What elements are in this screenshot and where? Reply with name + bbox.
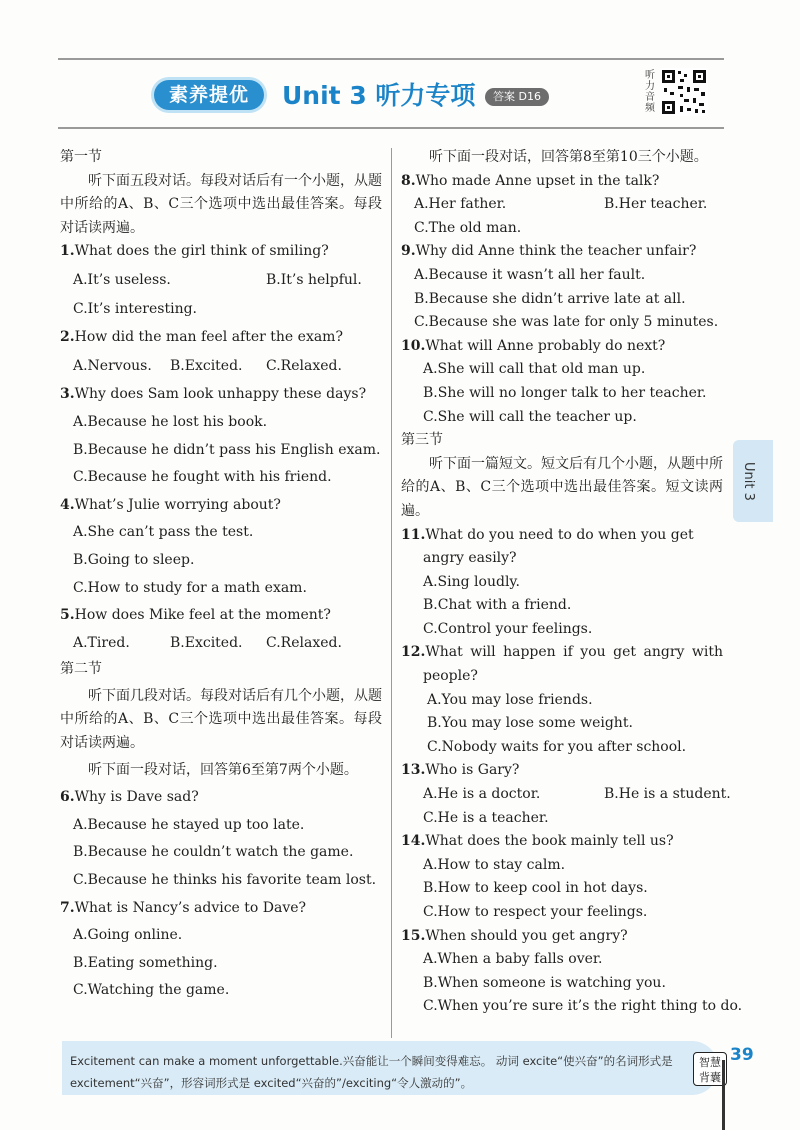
option-b: B.Her teacher. bbox=[604, 196, 708, 213]
option-b: B.Eating something. bbox=[73, 954, 218, 971]
footer-side-bar bbox=[722, 1060, 725, 1130]
question-10 bbox=[401, 335, 723, 429]
footer-note: Excitement can make a moment unforgettable.兴奋能让一个瞬间变得难忘。 动词 excite“使兴奋”的名词形式是 excitement“兴奋”，形容词形式是 excited“兴奋的”/exciting“令人激动的”。 bbox=[70, 1054, 673, 1090]
question-number: 8. bbox=[401, 172, 416, 189]
answer-reference: 答案 D16 bbox=[485, 88, 549, 106]
option-b: B.Excited. bbox=[170, 357, 243, 374]
option-b: B.He is a student. bbox=[604, 786, 731, 803]
option-a: A.She can’t pass the test. bbox=[73, 524, 254, 541]
question-number: 11. bbox=[401, 526, 426, 543]
option-b: B.Going to sleep. bbox=[73, 551, 195, 568]
option-b: B.She will no longer talk to her teacher. bbox=[423, 384, 707, 401]
unit-side-tab[interactable] bbox=[733, 440, 773, 522]
section-badge: 素养提优 bbox=[154, 80, 264, 110]
question-4 bbox=[60, 494, 382, 600]
option-c: C.She will call the teacher up. bbox=[423, 408, 637, 425]
option-c: C.How to respect your feelings. bbox=[423, 904, 648, 920]
question-number: 14. bbox=[401, 833, 426, 850]
option-c: C.How to study for a math exam. bbox=[73, 579, 307, 596]
question-number: 9. bbox=[401, 243, 416, 260]
question-text: What is Nancy’s advice to Dave? bbox=[74, 899, 307, 916]
question-3 bbox=[60, 383, 382, 489]
option-c: C.It’s interesting. bbox=[73, 300, 198, 317]
option-c: C.Nobody waits for you after school. bbox=[427, 738, 687, 755]
question-number: 6. bbox=[60, 789, 75, 806]
option-a: A.Going online. bbox=[73, 927, 183, 944]
option-a: A.She will call that old man up. bbox=[423, 361, 646, 378]
question-number: 4. bbox=[60, 496, 75, 513]
header-top-rule bbox=[58, 58, 724, 60]
page-number: 39 bbox=[730, 1045, 754, 1065]
option-a: A.It’s useless. bbox=[73, 271, 171, 288]
option-a: A.How to stay calm. bbox=[423, 856, 566, 873]
left-column bbox=[60, 146, 382, 1003]
option-a: A.Because he lost his book. bbox=[73, 413, 268, 430]
question-text: Who is Gary? bbox=[425, 762, 520, 779]
question-text: What do you need to do when you get angry easily? bbox=[423, 526, 694, 567]
question-14 bbox=[401, 830, 723, 924]
question-12 bbox=[401, 641, 723, 688]
question-7 bbox=[60, 897, 382, 1003]
option-a: A.He is a doctor. bbox=[423, 786, 541, 803]
option-a: A.When a baby falls over. bbox=[423, 951, 603, 968]
question-number: 15. bbox=[401, 927, 426, 944]
question-text: Why is Dave sad? bbox=[74, 789, 199, 806]
section-2-instructions: 听下面几段对话。每段对话后有几个小题，从题中所给的A、B、C三个选项中选出最佳答案。每段对话读两遍。 bbox=[60, 687, 382, 752]
option-c: C.The old man. bbox=[414, 219, 522, 236]
question-number: 10. bbox=[401, 337, 426, 354]
option-c: C.Control your feelings. bbox=[423, 620, 593, 637]
section-3-heading: 第三节 bbox=[401, 432, 443, 449]
question-15 bbox=[401, 925, 743, 1019]
question-8 bbox=[401, 170, 723, 241]
question-9 bbox=[401, 240, 723, 334]
option-b: B.It’s helpful. bbox=[266, 271, 362, 288]
section-1-instructions: 听下面五段对话。每段对话后有一个小题，从题中所给的A、B、C三个选项中选出最佳答案。每段对话读两遍。 bbox=[60, 172, 382, 236]
option-b: B.Excited. bbox=[170, 634, 243, 651]
question-6 bbox=[60, 786, 382, 892]
option-c: C.He is a teacher. bbox=[423, 809, 549, 826]
option-c: C.Relaxed. bbox=[266, 634, 342, 651]
page-title: Unit 3 听力专项 bbox=[282, 81, 476, 110]
option-b: B.You may lose some weight. bbox=[427, 715, 633, 732]
section-2-heading: 第二节 bbox=[60, 661, 102, 678]
option-b: B.When someone is watching you. bbox=[423, 974, 666, 991]
option-a: A.Nervous. bbox=[73, 357, 152, 374]
column-divider bbox=[391, 148, 392, 1038]
question-text: What does the girl think of smiling? bbox=[74, 243, 329, 260]
question-text: How does Mike feel at the moment? bbox=[74, 607, 331, 624]
qr-code-icon[interactable] bbox=[660, 68, 708, 116]
option-a: A.Because it wasn’t all her fault. bbox=[414, 266, 646, 283]
option-c: C.Because he thinks his favorite team lost. bbox=[73, 872, 377, 889]
question-number: 13. bbox=[401, 762, 426, 779]
question-text: What will Anne probably do next? bbox=[425, 337, 666, 354]
option-b: B.How to keep cool in hot days. bbox=[423, 880, 648, 897]
question-text: What will happen if you get angry with people? bbox=[423, 644, 723, 685]
option-b: B.Because he couldn’t watch the game. bbox=[73, 844, 354, 861]
question-text: When should you get angry? bbox=[425, 927, 628, 944]
option-c: C.Watching the game. bbox=[73, 982, 230, 999]
question-number: 2. bbox=[60, 329, 75, 346]
question-number: 1. bbox=[60, 243, 75, 260]
option-a: A.Her father. bbox=[414, 196, 507, 213]
question-1 bbox=[60, 240, 382, 321]
option-c: C.Because she was late for only 5 minutes. bbox=[414, 314, 719, 331]
question-11 bbox=[401, 524, 723, 571]
right-column bbox=[401, 146, 743, 1019]
option-b: B.Because he didn’t pass his English exam. bbox=[73, 441, 381, 458]
option-a: A.Sing loudly. bbox=[423, 573, 520, 590]
header-bottom-rule bbox=[58, 127, 724, 129]
option-a: A.Tired. bbox=[73, 634, 130, 651]
section-3-instructions: 听下面一篇短文。短文后有几个小题，从题中所给的A、B、C三个选项中选出最佳答案。短文读两遍。 bbox=[401, 455, 723, 519]
option-c: C.Because he fought with his friend. bbox=[73, 469, 332, 486]
unit-side-tab-label: Unit 3 bbox=[741, 462, 756, 501]
wisdom-bag-label: 智慧背囊 bbox=[693, 1052, 727, 1086]
question-5 bbox=[60, 604, 382, 655]
option-b: B.Chat with a friend. bbox=[423, 597, 572, 614]
question-text: What does the book mainly tell us? bbox=[425, 833, 674, 850]
section-2-sub-instructions-2: 听下面一段对话，回答第8至第10三个小题。 bbox=[429, 149, 708, 165]
question-13 bbox=[401, 759, 731, 830]
question-text: Why did Anne think the teacher unfair? bbox=[415, 243, 697, 260]
section-2-sub-instructions-1: 听下面一段对话，回答第6至第7两个小题。 bbox=[88, 761, 358, 778]
option-a: A.You may lose friends. bbox=[427, 691, 593, 708]
question-number: 7. bbox=[60, 899, 75, 916]
question-text: How did the man feel after the exam? bbox=[74, 329, 343, 346]
question-text: Who made Anne upset in the talk? bbox=[415, 172, 660, 189]
option-b: B.Because she didn’t arrive late at all. bbox=[414, 290, 686, 307]
question-number: 12. bbox=[401, 644, 426, 661]
question-number: 5. bbox=[60, 607, 75, 624]
question-2 bbox=[60, 326, 382, 378]
qr-label: 听力音频 bbox=[645, 70, 655, 114]
question-text: What’s Julie worrying about? bbox=[74, 496, 281, 513]
section-1-heading: 第一节 bbox=[60, 149, 102, 165]
option-c: C.When you’re sure it’s the right thing to do. bbox=[423, 998, 743, 1015]
question-text: Why does Sam look unhappy these days? bbox=[74, 386, 367, 403]
option-a: A.Because he stayed up too late. bbox=[73, 816, 305, 833]
option-c: C.Relaxed. bbox=[266, 357, 342, 374]
question-number: 3. bbox=[60, 386, 75, 403]
